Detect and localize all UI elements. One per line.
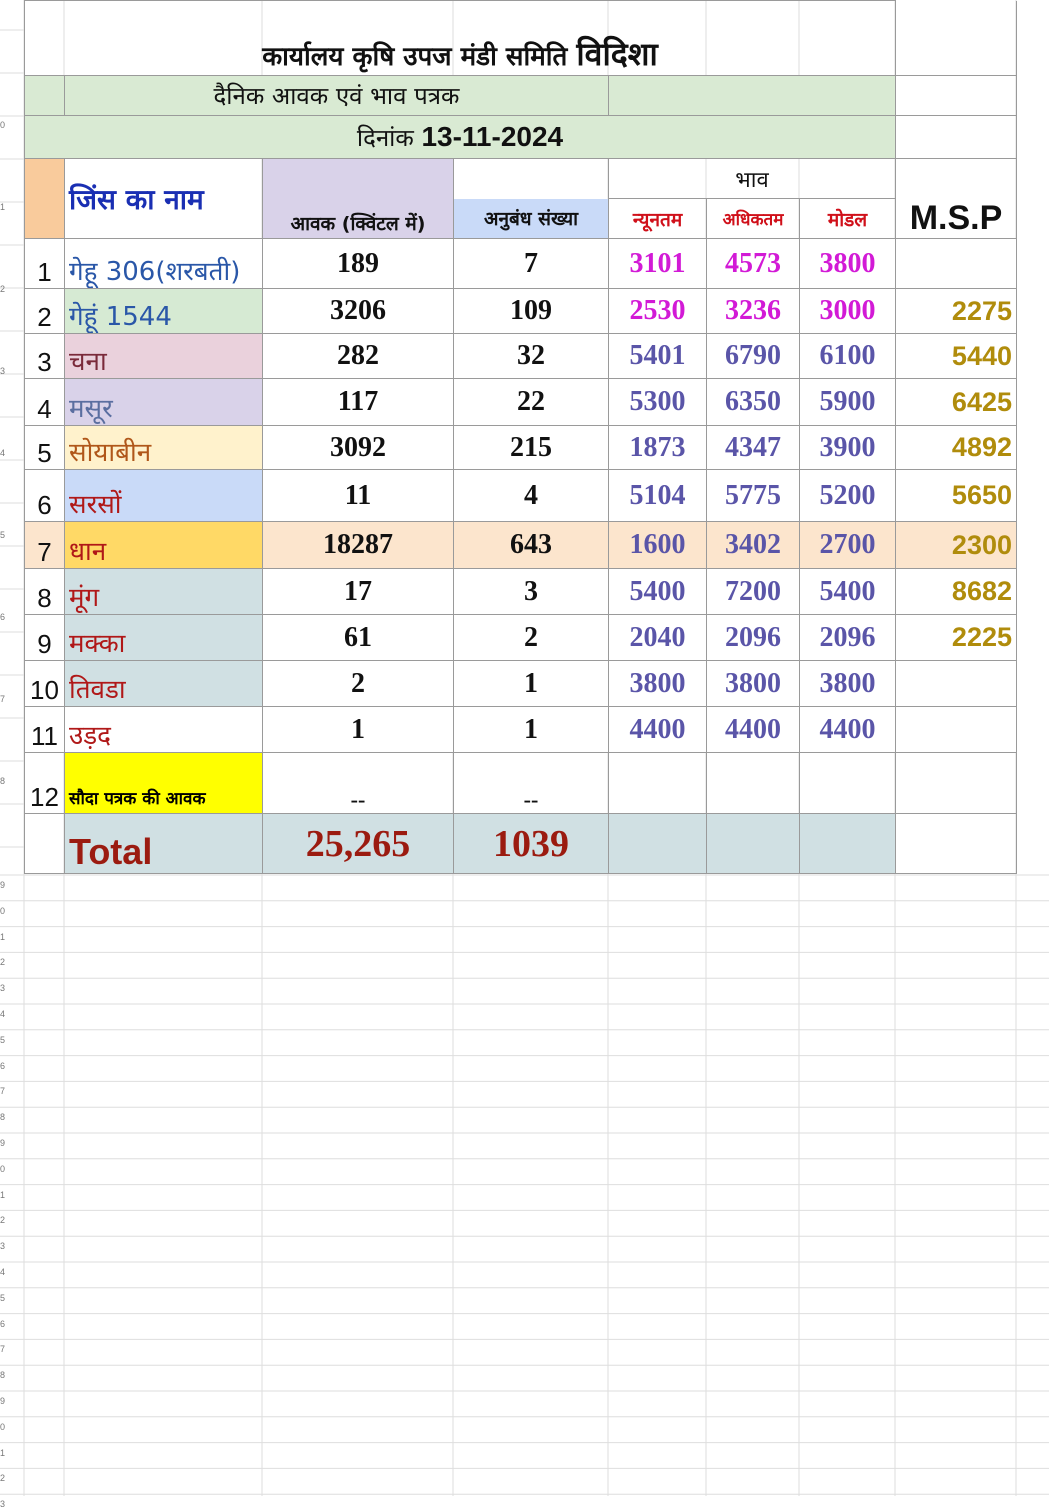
row-number: 7 xyxy=(25,522,65,569)
date-label: दिनांक xyxy=(356,123,414,152)
row-number: 1 xyxy=(25,239,65,289)
min-price: 1600 xyxy=(609,522,707,569)
column-header-msp: M.S.P xyxy=(896,199,1017,239)
arrival-qty: 3206 xyxy=(263,289,454,334)
min-price: 2040 xyxy=(609,615,707,661)
max-price: 5775 xyxy=(707,470,800,522)
blank-cell xyxy=(707,814,800,874)
blank-cell xyxy=(707,753,800,814)
column-header-contracts: अनुबंध संख्या xyxy=(454,199,609,239)
commodity-row xyxy=(25,522,1017,569)
blank-cell xyxy=(609,753,707,814)
row-number: 3 xyxy=(25,334,65,379)
total-row xyxy=(25,814,1017,874)
min-price: 5300 xyxy=(609,379,707,426)
row-number: 2 xyxy=(25,289,65,334)
arrival-qty: 11 xyxy=(263,470,454,522)
row-header: 9 xyxy=(0,880,6,890)
arrival-qty: 1 xyxy=(263,707,454,753)
contract-count: 1 xyxy=(454,707,609,753)
arrival-qty: 117 xyxy=(263,379,454,426)
commodity-name: तिवडा xyxy=(65,661,263,707)
arrival-qty: 2 xyxy=(263,661,454,707)
msp-price xyxy=(896,239,1017,289)
arrival-qty: 282 xyxy=(263,334,454,379)
blank-cell xyxy=(25,814,65,874)
row-header: 1 xyxy=(0,1189,6,1200)
row-header: 3 xyxy=(0,366,6,376)
commodity-name: उड़द xyxy=(65,707,263,753)
max-price: 3800 xyxy=(707,661,800,707)
row-header: 3 xyxy=(0,1241,6,1252)
commodity-row xyxy=(25,289,1017,334)
blank-cell xyxy=(609,76,896,116)
msp-price: 2225 xyxy=(896,615,1017,661)
row-number: 5 xyxy=(25,426,65,470)
blank-cell xyxy=(896,76,1017,116)
row-header: 0 xyxy=(0,905,6,916)
modal-price: 3000 xyxy=(800,289,896,334)
commodity-name: मक्का xyxy=(65,615,263,661)
commodity-row xyxy=(25,379,1017,426)
row-header: 0 xyxy=(0,1163,6,1174)
sauda-contracts: -- xyxy=(454,753,609,814)
row-header: 5 xyxy=(0,1034,6,1045)
arrival-qty: 61 xyxy=(263,615,454,661)
sheet-date xyxy=(25,116,896,159)
column-header-arrival: आवक (क्विंटल में) xyxy=(263,159,454,239)
min-price: 5401 xyxy=(609,334,707,379)
blank-cell xyxy=(896,159,1017,199)
blank-cell xyxy=(609,814,707,874)
modal-price: 5200 xyxy=(800,470,896,522)
arrival-qty: 3092 xyxy=(263,426,454,470)
total-label: Total xyxy=(65,814,263,874)
max-price: 4573 xyxy=(707,239,800,289)
msp-price: 2275 xyxy=(896,289,1017,334)
row-header: 4 xyxy=(0,1267,6,1277)
blank-cell xyxy=(25,76,65,116)
msp-price xyxy=(896,707,1017,753)
row-header: 4 xyxy=(0,448,6,458)
max-price: 2096 xyxy=(707,615,800,661)
modal-price: 3800 xyxy=(800,661,896,707)
contract-count: 643 xyxy=(454,522,609,569)
commodity-name: गेहूं 1544 xyxy=(65,289,263,334)
row-header: 6 xyxy=(0,1060,6,1071)
msp-price: 6425 xyxy=(896,379,1017,426)
row-header: 1 xyxy=(0,931,6,942)
commodity-name: चना xyxy=(65,334,263,379)
commodity-name: सोयाबीन xyxy=(65,426,263,470)
modal-price: 4400 xyxy=(800,707,896,753)
sauda-arrival: -- xyxy=(263,753,454,814)
max-price: 4347 xyxy=(707,426,800,470)
commodity-name: धान xyxy=(65,522,263,569)
commodity-row xyxy=(25,239,1017,289)
max-price: 3236 xyxy=(707,289,800,334)
blank-cell xyxy=(896,814,1017,874)
max-price: 6790 xyxy=(707,334,800,379)
row-header: 1 xyxy=(0,202,6,212)
row-header: 2 xyxy=(0,284,6,294)
contract-count: 32 xyxy=(454,334,609,379)
modal-price: 6100 xyxy=(800,334,896,379)
min-price: 2530 xyxy=(609,289,707,334)
arrival-qty: 189 xyxy=(263,239,454,289)
commodity-row xyxy=(25,334,1017,379)
row-header: 7 xyxy=(0,1344,6,1355)
row-header: 7 xyxy=(0,1086,6,1097)
modal-price: 2096 xyxy=(800,615,896,661)
row-header: 9 xyxy=(0,1396,6,1406)
contract-count: 7 xyxy=(454,239,609,289)
contract-count: 109 xyxy=(454,289,609,334)
row-header: 6 xyxy=(0,612,6,622)
max-price: 3402 xyxy=(707,522,800,569)
blank-cell xyxy=(454,159,609,199)
msp-price: 5440 xyxy=(896,334,1017,379)
max-price: 4400 xyxy=(707,707,800,753)
max-price: 7200 xyxy=(707,569,800,615)
contract-count: 215 xyxy=(454,426,609,470)
blank-cell xyxy=(800,814,896,874)
row-header: 2 xyxy=(0,1215,6,1226)
row-header: 3 xyxy=(0,983,6,994)
commodity-name: सरसों xyxy=(65,470,263,522)
msp-price: 4892 xyxy=(896,426,1017,470)
min-price: 1873 xyxy=(609,426,707,470)
row-header: 2 xyxy=(0,1473,6,1484)
row-header: 5 xyxy=(0,1292,6,1303)
mandi-price-sheet xyxy=(24,0,1017,874)
row-number: 9 xyxy=(25,615,65,661)
blank-cell xyxy=(896,116,1017,159)
blank-cell xyxy=(800,753,896,814)
price-group-header: भाव xyxy=(609,159,896,199)
column-header-name: जिंस का नाम xyxy=(65,159,263,239)
row-header: 8 xyxy=(0,1112,6,1123)
row-header: 0 xyxy=(0,120,6,130)
contract-count: 22 xyxy=(454,379,609,426)
min-price: 5104 xyxy=(609,470,707,522)
modal-price: 2700 xyxy=(800,522,896,569)
max-price: 6350 xyxy=(707,379,800,426)
commodity-row xyxy=(25,615,1017,661)
office-name: कार्यालय कृषि उपज मंडी समिति xyxy=(262,42,568,72)
sauda-label: सौदा पत्रक की आवक xyxy=(65,753,263,814)
min-price: 3800 xyxy=(609,661,707,707)
commodity-name: गेहू 306(शरबती) xyxy=(65,239,263,289)
arrival-qty: 17 xyxy=(263,569,454,615)
arrival-qty: 18287 xyxy=(263,522,454,569)
commodity-name: मसूर xyxy=(65,379,263,426)
row-header: 4 xyxy=(0,1009,6,1019)
row-header: 8 xyxy=(0,1370,6,1381)
row-header: 2 xyxy=(0,957,6,968)
row-header: 9 xyxy=(0,1138,6,1148)
commodity-row xyxy=(25,569,1017,615)
blank-cell xyxy=(896,1,1017,76)
row-header: 7 xyxy=(0,694,6,704)
min-price: 5400 xyxy=(609,569,707,615)
msp-price: 8682 xyxy=(896,569,1017,615)
msp-price: 2300 xyxy=(896,522,1017,569)
sn-header-cell xyxy=(25,159,65,239)
min-price: 3101 xyxy=(609,239,707,289)
row-number: 4 xyxy=(25,379,65,426)
modal-price: 5400 xyxy=(800,569,896,615)
contract-count: 4 xyxy=(454,470,609,522)
blank-cell xyxy=(896,753,1017,814)
commodity-row xyxy=(25,426,1017,470)
row-header: 0 xyxy=(0,1421,6,1432)
office-title xyxy=(25,1,896,76)
row-number: 6 xyxy=(25,470,65,522)
row-header: 1 xyxy=(0,1447,6,1458)
total-contracts: 1039 xyxy=(454,814,609,874)
commodity-row xyxy=(25,707,1017,753)
modal-price: 5900 xyxy=(800,379,896,426)
row-header: 3 xyxy=(0,1499,6,1509)
modal-price: 3900 xyxy=(800,426,896,470)
column-header-min: न्यूनतम xyxy=(609,199,707,239)
sheet-subtitle: दैनिक आवक एवं भाव पत्रक xyxy=(65,76,609,116)
row-number: 11 xyxy=(25,707,65,753)
row-number: 8 xyxy=(25,569,65,615)
contract-count: 2 xyxy=(454,615,609,661)
office-city: विदिशा xyxy=(576,35,658,73)
row-header: 5 xyxy=(0,530,6,540)
date-value: 13-11-2024 xyxy=(421,120,564,152)
row-number: 12 xyxy=(25,753,65,814)
contract-count: 3 xyxy=(454,569,609,615)
commodity-row xyxy=(25,470,1017,522)
total-arrival: 25,265 xyxy=(263,814,454,874)
sauda-row xyxy=(25,753,1017,814)
modal-price: 3800 xyxy=(800,239,896,289)
row-header: 6 xyxy=(0,1318,6,1329)
column-header-max: अधिकतम xyxy=(707,199,800,239)
row-header: 8 xyxy=(0,776,6,786)
row-number: 10 xyxy=(25,661,65,707)
contract-count: 1 xyxy=(454,661,609,707)
msp-price xyxy=(896,661,1017,707)
commodity-name: मूंग xyxy=(65,569,263,615)
msp-price: 5650 xyxy=(896,470,1017,522)
commodity-row xyxy=(25,661,1017,707)
min-price: 4400 xyxy=(609,707,707,753)
column-header-modal: मोडल xyxy=(800,199,896,239)
